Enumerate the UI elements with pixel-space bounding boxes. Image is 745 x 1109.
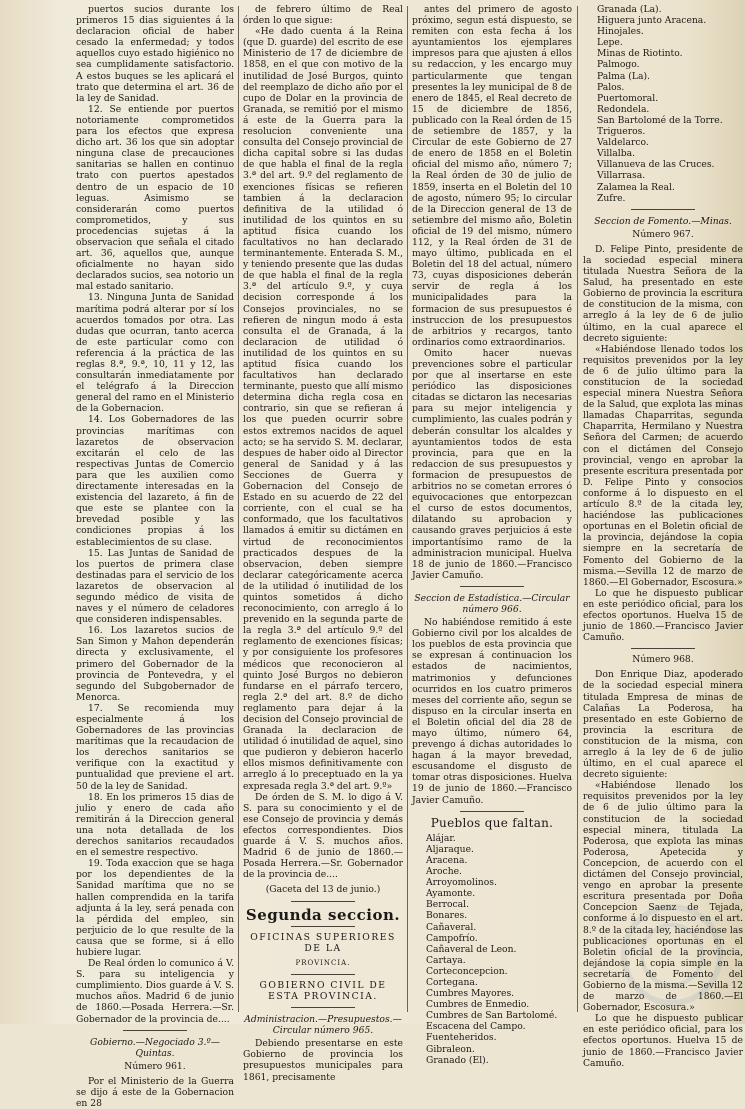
list-item: Gibraleon. xyxy=(426,1043,475,1055)
list-item: Palmogo. xyxy=(597,59,640,71)
paragraph: De Real órden lo comunico á V. S. para su inteligencia y cumplimiento. Dios guarde á V. S. muchos años. Madrid 6 de junio de 1860.—Posada Herrera.—Sr. Gobernador de la provincia de.... xyxy=(76,958,234,1025)
section-heading: Administracion.—Presupuestos.—Circular número 965. xyxy=(244,1014,402,1037)
paragraph: de febrero último de Real órden lo que sigue: xyxy=(243,4,403,27)
list-item: Cartaya. xyxy=(426,954,466,966)
list-item: Hinojales. xyxy=(597,26,644,38)
list-item: Villarrasa. xyxy=(597,170,646,182)
list-item: Aljaraque. xyxy=(426,843,474,855)
list-item: Minas de Riotinto. xyxy=(597,48,683,60)
paragraph: Don Enrique Diaz, apoderado de la sociedad especial minera titulada Empresa de minas de Calañas La Poderosa, ha presentado en este Gobierno de provincia la escritura de constitucion de la misma, con arreglo á la ley de 6 de julio último, en el cual aparece el decreto siguiente: xyxy=(583,669,743,781)
column-2 xyxy=(243,4,403,1083)
paragraph: De órden de S. M. lo digo á V. S. para su conocimiento y el de ese Consejo de provincia y demás efectos correspondientes. Dios guarde á V. S. muchos años. Madrid 6 de junio de 1860.—Posada Herrera.—Sr. Gobernador de la provincia de.... xyxy=(243,791,403,881)
paragraph: D. Felipe Pinto, presidente de la sociedad especial minera titulada Nuestra Señora de la Salud, ha presentado en este Gobierno de provincia la escritura de constitucion de la misma, con arreglo á la ley de 6 de julio último, en la cual aparece el decreto siguiente: xyxy=(583,243,743,344)
section-divider xyxy=(291,974,355,975)
office-subheading: PROVINCIA. xyxy=(295,958,351,967)
list-item: Escacena del Campo. xyxy=(426,1021,526,1033)
list-item: Cortegana. xyxy=(426,976,478,988)
list-item: Berrocal. xyxy=(426,899,469,911)
notice-number: Número 967. xyxy=(632,228,694,240)
office-heading: OFICINAS SUPERIORES DE LA xyxy=(250,931,396,954)
column-rule xyxy=(407,6,408,1012)
column-3 xyxy=(412,4,572,1066)
paragraph: Lo que he dispuesto publicar en este periódico oficial, para los efectos oportunos. Huelva 15 de junio de 1860.—Francisco Javier Camuño. xyxy=(583,587,743,644)
paragraph: 12. Se entiende por puertos notoriamente comprometidos para los efectos que expresa dicho art. 36 los que sin adoptar ninguna clase de precauciones sanitarias se hallen en continuo trato con puertos apestados dentro de un espacio de 10 leguas. Asimismo se considerarán como puertos comprometidos, y sus procedencias sujetas á la observacion que señala el citado art. 36, aquellos que, aunque oficialmente no hayan sido declarados sucios, sea notorio un mal estado sanitario. xyxy=(76,103,234,293)
paragraph: Lo que he dispuesto publicar en este periódico oficial, para los efectos oportunos. Huelva 15 de junio de 1860.—Francisco Javier Camuño. xyxy=(583,1013,743,1069)
paragraph: 15. Las Juntas de Sanidad de los puertos de primera clase destinadas para el servicio de los lazaretos de observacion al segundo médico de visita de naves y el número de celadores que consideren indispensables. xyxy=(76,547,234,626)
section-title: Segunda seccion. xyxy=(245,905,401,924)
list-item: Aroche. xyxy=(426,866,462,878)
paragraph: puertos sucios durante los primeros 15 dias siguientes á la declaracion oficial de haber cesado la enfermedad; y todos aquellos cuyo estado higiénico no sea cumplidamente satisfactorio. A estos buques se les aplicará el trato que determina el art. 36 de la ley de Sanidad. xyxy=(76,4,234,104)
paragraph: 17. Se recomienda muy especialmente á los Gobernadores de las provincias marítimas que la recaudacion de los derechos sanitarios se verifique con la exactitud y puntualidad que previene el art. 50 de la ley de Sanidad. xyxy=(76,702,234,792)
list-item: Puertomoral. xyxy=(597,92,659,104)
town-list xyxy=(583,4,743,204)
list-item: Palos. xyxy=(597,81,625,93)
section-heading: Seccion de Fomento.—Minas. xyxy=(594,215,732,227)
section-divider xyxy=(460,586,524,587)
list-item: Fuenteheridos. xyxy=(426,1032,497,1044)
section-heading: Seccion de Estadística.—Circular número 966. xyxy=(414,592,570,615)
paragraph: 18. En los primeros 15 dias de julio y enero de cada año remitirán á la Direccion general una nota detallada de los derechos sanitarios recaudados en el semestre respectivo. xyxy=(76,791,234,859)
column-rule xyxy=(577,6,578,1012)
section-divider xyxy=(291,1007,355,1008)
list-title: Pueblos que faltan. xyxy=(430,815,554,830)
paragraph: «He dado cuenta á la Reina (que D. guarde) del escrito de ese Ministerio de 17 de diciembre de 1858, en el que con motivo de la inutilidad de José Burgos, quinto del reemplazo de dicho año por el cupo de Dolar en la provincia de Granada, se remitió por el mismo á este de la Guerra para la resolucion conveniente una consulta del Consejo provincial de dicha capital sobre si las dudas de que habla el final de la regla 3.ª del art. 9.º del reglamento de exenciones físicas se refieren tambien á la declaracion definitiva de la utilidad ó inutilidad de los quintos en su aptitud física cuando los facultativos no han declarado terminantemente. Enterada S. M., y teniendo presente que las dudas de que habla el final de la regla 3.ª del artículo 9.º, y cuya decision corresponde á los Consejos provinciales, no se refieren de ningun modo á esta consulta el de Granada, á la declaracion de utilidad ó inutilidad de los quintos en su aptitud física cuando los facultativos han declarado terminante, puesto que allí mismo determina dicha regla cosa en contrario, sin que se refieran á los que pueden ocurrir sobre estos extremos nacidos de aquel acto; se ha servido S. M. declarar, despues de haber oido al Director general de Sanidad y á las Secciones de Guerra y Gobernacion del Consejo de Estado en su acuerdo de 22 del corriente, con el cual se ha conformado, que los facultativos llamados á emitir su dictámen en virtud de reconocimientos practicados despues de la observacion, deben siempre declarar categóricamente acerca de la utilidad ó inutilidad de los quintos sometidos á dicho reconocimiento, con arreglo á lo prevenido en la segunda parte de la regla 3.ª del artículo 9.º del reglamento de exenciones físicas; y por consiguiente los profesores médicos que reconocieron al quinto José Burgos no debieron fundarse en el párrafo tercero, regla 2.ª del art. 8.º de dicho reglamento para dejar á la decision del Consejo provincial de Granada la declaracion de utilidad ó inutilidad de aquel, sino que pudieron y debieron hacerlo ellos mismos definitivamente con arreglo á lo preceptuado en la ya expresada regla 3.ª del art. 9.º» xyxy=(243,26,403,792)
list-item: Bonares. xyxy=(426,910,468,922)
list-item: Zufre. xyxy=(597,192,626,204)
section-divider xyxy=(291,901,355,902)
list-item: Cañaveral de Leon. xyxy=(426,943,517,955)
list-item: Higuera junto Aracena. xyxy=(597,15,707,27)
section-divider xyxy=(460,811,524,812)
column-4 xyxy=(583,4,743,1069)
section-divider xyxy=(123,1030,186,1031)
paragraph: 16. Los lazaretos sucios de San Simon y Mahon dependerán directa y exclusivamente, el primero del Gobernador de la provincia de Pontevedra, y el segundo del Subgobernador de Menorca. xyxy=(76,625,234,703)
notice-number: Número 961. xyxy=(124,1060,186,1072)
list-item: Cañaveral. xyxy=(426,921,477,933)
list-item: Valdelarco. xyxy=(597,137,649,149)
list-item: Cumbres de Enmedio. xyxy=(426,999,530,1011)
list-item: Corteconcepcion. xyxy=(426,965,508,977)
list-item: Lepe. xyxy=(597,37,623,49)
paragraph: No habiéndose remitido á este Gobierno civil por los alcaldes de los pueblos de esta provincia que se expresan á continuacion los estados de nacimientos, matrimonios y defunciones ocurridos en los cuatro primeros meses del corriente año, segun se dispuso en la circular inserta en el Boletin oficial del dia 28 de mayo último, número 64, prevengo á dichas autoridades lo hagan á la mayor brevedad, escusandome el disgusto de tomar otras disposiciones. Huelva 19 de junio de 1860.—Francisco Javier Camuño. xyxy=(412,617,572,806)
list-item: Villanueva de las Cruces. xyxy=(597,159,715,171)
source-note: (Gaceta del 13 de junio.) xyxy=(265,884,381,896)
column-rule xyxy=(238,6,239,1012)
list-item: Redondela. xyxy=(597,103,650,115)
list-item: Granado (El). xyxy=(426,1054,489,1066)
paragraph: Por el Ministerio de la Guerra se dijo á este de la Gobernacion en 28 xyxy=(76,1075,234,1109)
list-item: Aracena. xyxy=(426,854,468,866)
paragraph: antes del primero de agosto próximo, segun está dispuesto, se remiten con esta fecha á los ayuntamientos los ejemplares impresos para que ajusten á ellos su redaccion, y les encargo muy particularmente que tengan presentes la ley municipal de 8 de enero de 1845, el Real decreto de 15 de diciembre de 1856, publicado con la Real órden de 15 de setiembre de 1857, y la Circular de este Gobierno de 27 de enero de 1858 en el Boletin oficial del mismo año, número 7; la Real órden de 30 de julio de 1859, inserta en el Boletin del 10 de agosto, número 95; lo circular de la Direccion general de 13 de setiembre del mismo año, Boletin oficial de 19 del mismo, número 112, y la Real órden de 31 de mayo último, publicada en el Boletin del 18 del actual, número 73, cuyas disposiciones deberán servir de regla á los municipalidades para la formacion de sus presupuestos é instruccion de los presupuestos de arbitrios y recargos, tanto ordinarios como extraordinarios. xyxy=(412,4,572,348)
list-item: Ayamonte. xyxy=(426,888,476,900)
list-item: Granada (La). xyxy=(597,4,662,15)
section-divider xyxy=(291,926,355,927)
list-item: Arroyomolinos. xyxy=(426,877,497,889)
list-item: Campofrío. xyxy=(426,932,478,944)
list-item: Cumbres Mayores. xyxy=(426,988,515,1000)
list-item: Trigueros. xyxy=(597,126,646,138)
notice-number: Número 968. xyxy=(632,654,694,666)
column-1 xyxy=(76,4,234,1109)
list-item: Zalamea la Real. xyxy=(597,181,675,193)
government-heading: GOBIERNO CIVIL DE ESTA PROVINCIA. xyxy=(259,979,387,1002)
list-item: Palma (La). xyxy=(597,70,650,82)
section-divider xyxy=(631,648,695,649)
paragraph: «Habiéndose llenado todos los requisitos prevenidos por la ley de 6 de julio último para la constitucion de la sociedad especial minera Nuestra Señora de la Salud, que explota las minas llamadas Chaparritas, segunda Chaparrita, Hermilano y Nuestra Señora del Carmen; de acuerdo con el dictámen del Consejo provincial, vengo en aprobar la presente escritura presentada por D. Felipe Pinto y consocios conforme á lo dispuesto en el artículo 8.º de la citada ley, haciéndose las publicaciones oportunas en el Boletin oficial de la provincia, dejándose la copia siempre en la secretaría de Fomento del Gobierno de la misma.—Sevilla 12 de marzo de 1860.—El Gobernador, Escosura.» xyxy=(583,343,743,588)
list-item: Alájar. xyxy=(426,832,456,844)
town-list xyxy=(412,833,572,1066)
section-divider xyxy=(631,209,695,210)
paragraph: «Habiéndose llenado los requisitos prevenidos por la ley de 6 de julio último para la constitucion de la sociedad especial minera, titulada La Poderosa, que explota las minas Poderosa, Apetecida y Concepcion, de acuerdo con el dictámen del Consejo provincial, vengo en aprobar la presente escritura presentada por Doña Concepcion Saenz de Tejada, conforme á lo dispuesto en el art. 8.º de la citada ley, haciéndose las publicaciones oportunas en el Boletin oficial de la provincia, dejándose la copia simple en la secretaría de Fomento del Gobierno de la misma.—Sevilla 12 de marzo de 1860.—El Gobernador, Escosura.» xyxy=(583,780,743,1014)
section-heading: Gobierno.—Negociado 3.º—Quintas. xyxy=(90,1036,220,1059)
paragraph: Omito hacer nuevas prevenciones sobre el particular por que al insertarse en este periódico las disposiciones citadas se dictaron las necesarias para su mejor inteligencia y cumplimiento, las cuales podrán y deberán consultar los alcaldes y ayuntamientos todos de esta provincia, para que en la redaccion de sus presupuestos y formacion de presupuestos de arbitrios no se cometan errores ó equivocaciones que entorpezcan el curso de estos documentos, dilatando su aprobacion y causando graves perjuicios á este importantísimo ramo de la administracion municipal. Huelva 18 de junio de 1860.—Francisco Javier Camuño. xyxy=(412,347,572,581)
paragraph: Debiendo presentarse en este Gobierno de provincia los presupuestos municipales para 1861, precisamente xyxy=(243,1038,403,1083)
paragraph: 19. Toda exaccion que se haga por los dependientes de la Sanidad marítima que no se hallen comprendida en la tarifa adjunta á la ley, será penada con la pérdida del empleo, sin perjuicio de lo que resulte de la causa que se forme, si á ello hubiere lugar. xyxy=(76,858,234,958)
paragraph: 14. Los Gobernadores de las provincias marítimas con lazaretos de observacion excitarán el celo de las respectivas Juntas de Comercio para que les auxilien como directamente interesadas en la existencia del lazareto, á fin de que este se plantee con la brevedad posible y las condiciones propias á los establecimientos de su clase. xyxy=(76,414,234,548)
paragraph: 13. Ninguna Junta de Sanidad marítima podrá alterar por sí los acuerdos tomados por otra. Las dudas que ocurran, tanto acerca de este particular como con referencia á la práctica de las reglas 8.ª, 9.ª, 10, 11 y 12, las consultarán inmediatamente por el telégrafo á la Direccion general del ramo en el Ministerio de la Gobernacion. xyxy=(76,292,234,415)
list-item: San Bartolomé de la Torre. xyxy=(597,114,723,126)
list-item: Villalba. xyxy=(597,148,635,160)
list-item: Cumbres de San Bartolomé. xyxy=(426,1010,558,1022)
